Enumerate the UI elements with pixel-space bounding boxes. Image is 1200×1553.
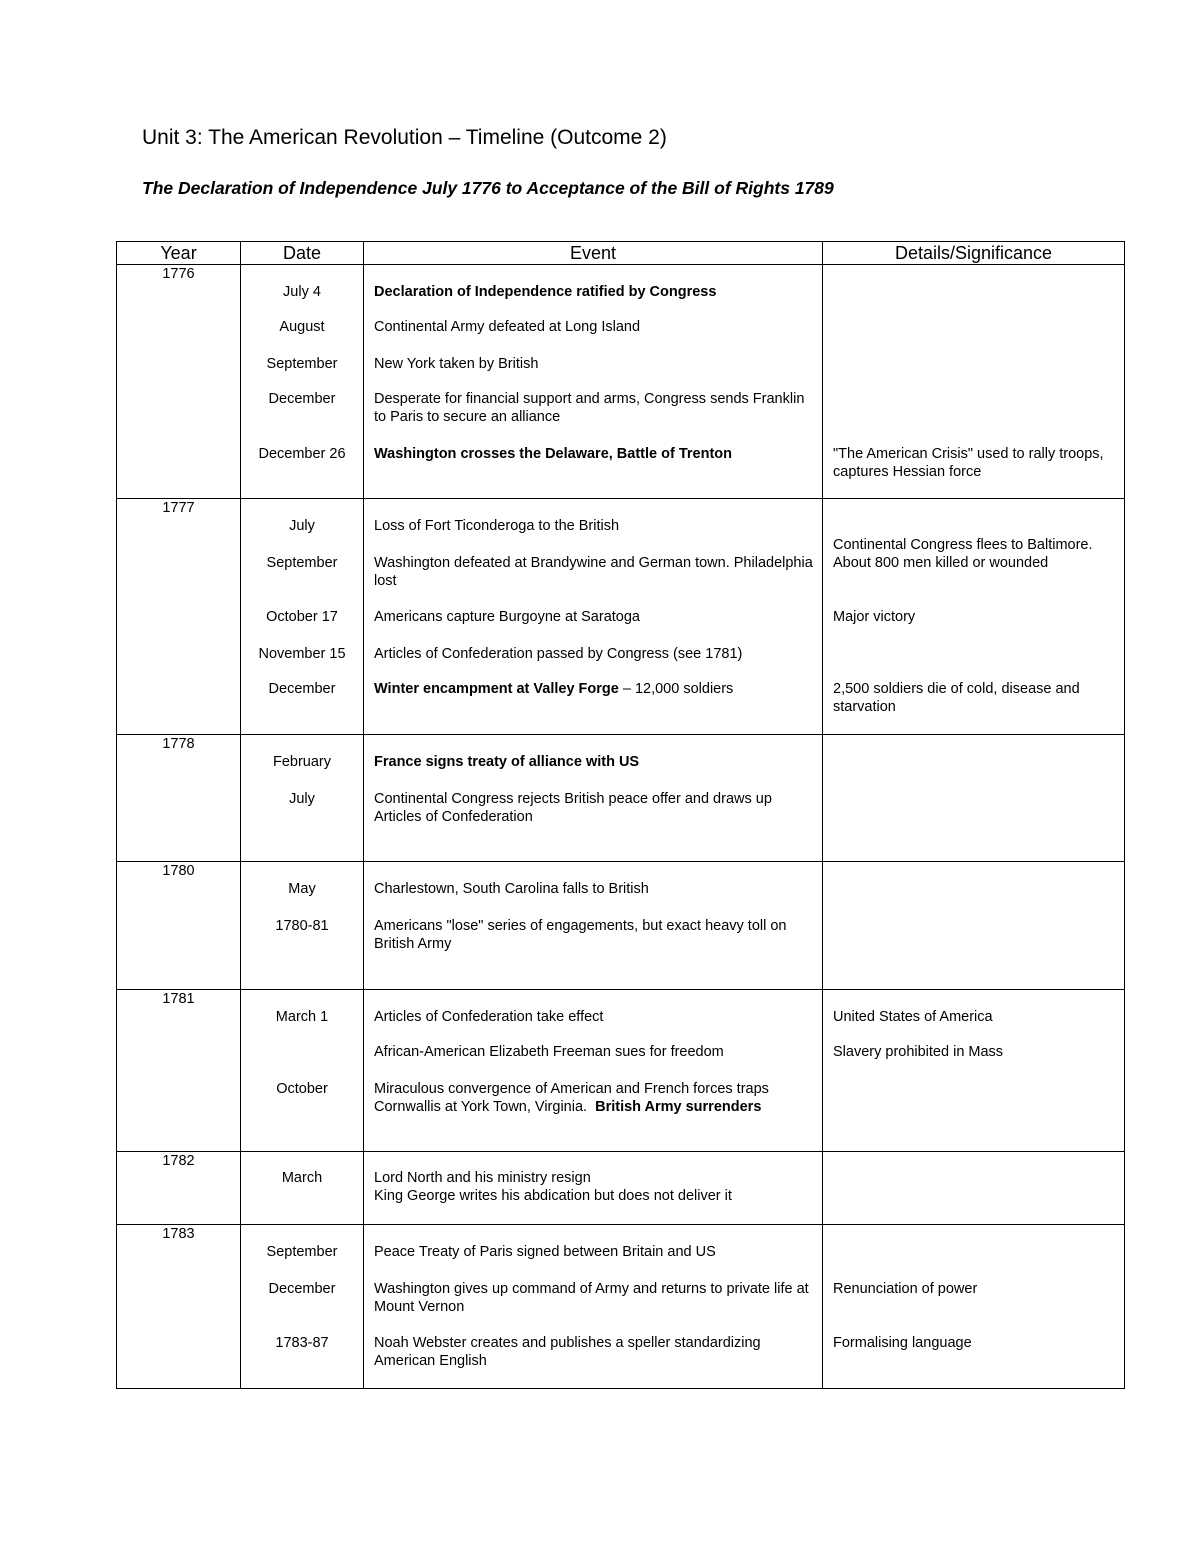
event-text: Articles of Confederation passed by Congress (see 1781) xyxy=(374,646,743,662)
year-cell: 1781 xyxy=(117,990,241,1152)
details-cell xyxy=(823,1225,1125,1389)
date-item: March 1 xyxy=(275,1009,329,1025)
event-cell xyxy=(364,265,823,499)
table-row-1776 xyxy=(117,265,1125,499)
event-text: Declaration of Independence ratified by Congress xyxy=(374,284,717,300)
date-item: October 17 xyxy=(266,609,338,625)
event-text: Noah Webster creates and publishes a speller standardizing American English xyxy=(374,1335,761,1369)
date-item: March xyxy=(281,1170,323,1186)
year-cell: 1776 xyxy=(117,265,241,499)
event-text: Winter encampment at Valley Forge xyxy=(374,681,619,697)
details-text: Continental Congress flees to Baltimore. About 800 men killed or wounded xyxy=(833,537,1093,571)
header-event: Event xyxy=(364,242,823,265)
date-item: May xyxy=(288,881,316,897)
details-text: Renunciation of power xyxy=(833,1281,978,1297)
event-text: Charlestown, South Carolina falls to British xyxy=(374,881,649,897)
timeline-table xyxy=(116,241,1125,1389)
event-cell xyxy=(364,1152,823,1225)
event-text: Americans capture Burgoyne at Saratoga xyxy=(374,609,640,625)
year-cell: 1783 xyxy=(117,1225,241,1389)
date-item: October xyxy=(276,1081,328,1097)
details-text: 2,500 soldiers die of cold, disease and starvation xyxy=(833,681,1080,715)
event-text: Washington defeated at Brandywine and German town. Philadelphia lost xyxy=(374,555,813,589)
date-cell xyxy=(241,1152,364,1225)
date-cell xyxy=(241,1225,364,1389)
event-cell xyxy=(364,735,823,862)
year-cell: 1777 xyxy=(117,499,241,735)
date-item: July 4 xyxy=(283,284,321,300)
event-text: New York taken by British xyxy=(374,356,539,372)
header-year: Year xyxy=(117,242,241,265)
details-text: Slavery prohibited in Mass xyxy=(833,1044,1004,1060)
table-row-1783 xyxy=(117,1225,1125,1389)
event-text: Washington gives up command of Army and returns to private life at Mount Vernon xyxy=(374,1281,809,1315)
event-text: Continental Congress rejects British peace offer and draws up Articles of Confederation xyxy=(374,791,772,825)
details-text: Formalising language xyxy=(833,1335,972,1351)
details-cell xyxy=(823,990,1125,1152)
details-cell xyxy=(823,265,1125,499)
event-text: British Army surrenders xyxy=(595,1099,762,1115)
event-text: Articles of Confederation take effect xyxy=(374,1009,604,1025)
table-row-1782 xyxy=(117,1152,1125,1225)
year-cell: 1780 xyxy=(117,862,241,990)
date-item: December xyxy=(268,1281,336,1297)
event-text: France signs treaty of alliance with US xyxy=(374,754,640,770)
page-subtitle: The Declaration of Independence July 1776 to Acceptance of the Bill of Rights 1789 xyxy=(142,178,834,198)
event-text: Americans "lose" series of engagements, but exact heavy toll on British Army xyxy=(374,918,787,952)
event-cell xyxy=(364,862,823,990)
date-item: July xyxy=(289,791,315,807)
table-row-1777 xyxy=(117,499,1125,735)
event-cell xyxy=(364,499,823,735)
event-text: King George writes his abdication but does not deliver it xyxy=(374,1188,732,1204)
event-text: Loss of Fort Ticonderoga to the British xyxy=(374,518,620,534)
details-text: Major victory xyxy=(833,609,916,625)
date-item: November 15 xyxy=(258,646,346,662)
details-cell xyxy=(823,1152,1125,1225)
details-text: "The American Crisis" used to rally troops, captures Hessian force xyxy=(833,446,1104,480)
date-item: September xyxy=(266,555,338,571)
date-item: July xyxy=(289,518,315,534)
page-title: Unit 3: The American Revolution – Timeline (Outcome 2) xyxy=(142,126,667,149)
date-cell xyxy=(241,990,364,1152)
date-item: December xyxy=(268,681,336,697)
date-cell xyxy=(241,265,364,499)
event-cell xyxy=(364,990,823,1152)
date-cell xyxy=(241,735,364,862)
event-text: Washington crosses the Delaware, Battle of Trenton xyxy=(374,446,733,462)
details-cell xyxy=(823,499,1125,735)
details-text: United States of America xyxy=(833,1009,993,1025)
event-text: African-American Elizabeth Freeman sues for freedom xyxy=(374,1044,724,1060)
date-item: September xyxy=(266,1244,338,1260)
event-text: – 12,000 soldiers xyxy=(618,681,734,697)
header-date: Date xyxy=(241,242,364,265)
event-text: Continental Army defeated at Long Island xyxy=(374,319,641,335)
date-item: December 26 xyxy=(258,446,346,462)
event-text: Desperate for financial support and arms, Congress sends Franklin to Paris to secure an alliance xyxy=(374,391,805,425)
date-item: February xyxy=(272,754,332,770)
table-row-1778 xyxy=(117,735,1125,862)
details-cell xyxy=(823,862,1125,990)
table-header-row xyxy=(117,242,1125,265)
year-cell: 1782 xyxy=(117,1152,241,1225)
event-text: Miraculous convergence of American and French forces traps Cornwallis at York Town, Virginia. xyxy=(374,1081,769,1115)
date-item: August xyxy=(279,319,325,335)
date-cell xyxy=(241,499,364,735)
date-cell xyxy=(241,862,364,990)
date-item: 1783-87 xyxy=(275,1335,329,1351)
table-row-1781 xyxy=(117,990,1125,1152)
header-details: Details/Significance xyxy=(823,242,1125,265)
date-item: December xyxy=(268,391,336,407)
event-text: Lord North and his ministry resign xyxy=(374,1170,591,1186)
event-text: Peace Treaty of Paris signed between Britain and US xyxy=(374,1244,716,1260)
date-item: 1780-81 xyxy=(275,918,329,934)
date-item: September xyxy=(266,356,338,372)
year-cell: 1778 xyxy=(117,735,241,862)
details-cell xyxy=(823,735,1125,862)
table-row-1780 xyxy=(117,862,1125,990)
event-cell xyxy=(364,1225,823,1389)
